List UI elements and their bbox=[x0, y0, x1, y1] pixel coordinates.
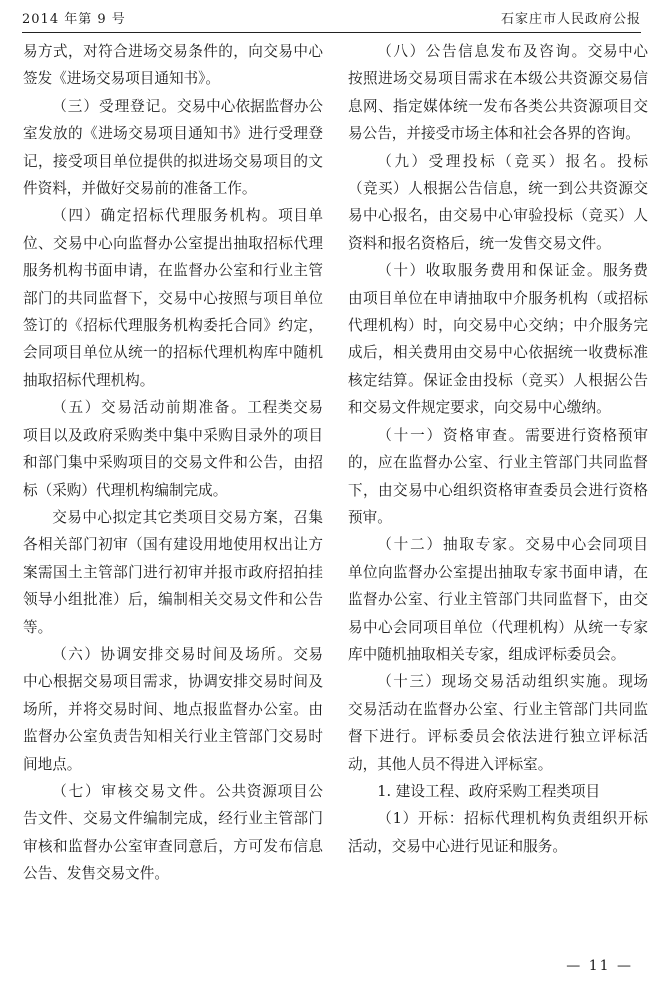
paragraph bbox=[348, 148, 648, 258]
section-heading: （八）公告信息发布及咨询。 bbox=[377, 43, 588, 60]
paragraph bbox=[23, 504, 323, 641]
paragraph-text: 现场交易活动在监督办公室、行业主管部门共同监督下进行。评标委员会依法进行独立评标活动，其他人员不得进入评标室。 bbox=[348, 673, 648, 773]
paragraph bbox=[23, 38, 323, 93]
issue-label: 2014 年第 9 号 bbox=[22, 12, 126, 27]
section-heading: （四）确定招标代理服务机构。 bbox=[52, 207, 279, 225]
paragraph-text: 交易中心按照进场交易项目需求在本级公共资源交易信息网、指定媒体统一发布各类公共资源项目交易公告，并接受市场主体和社会各界的咨询。 bbox=[348, 43, 648, 143]
section-heading: （十三）现场交易活动组织实施。 bbox=[377, 673, 619, 691]
paragraph bbox=[348, 422, 648, 532]
paragraph-text: 需要进行资格预审的，应在监督办公室、行业主管部门共同监督下，由交易中心组织资格审查委员会进行资格预审。 bbox=[348, 426, 648, 526]
page-number: — 11 — bbox=[566, 958, 633, 974]
paragraph-text: 服务费由项目单位在申请抽取中介服务机构（或招标代理机构）时，向交易中心交纳；中介服务完成后，相关费用由交易中心依据统一收费标准核定结算。保证金由投标（竞买）人根据公告和交易文件规定要求，向交易中心缴纳。 bbox=[348, 262, 648, 417]
paragraph bbox=[23, 641, 323, 778]
paragraph-text: 工程类交易项目以及政府采购类中集中采购目录外的项目和部门集中采购项目的交易文件和公告，由招标（采购）代理机构编制完成。 bbox=[23, 399, 323, 499]
paragraph-text: 交易中心依据监督办公室发放的《进场交易项目通知书》进行受理登记，接受项目单位提供的拟进场交易项目的文件资料，并做好交易前的准备工作。 bbox=[23, 97, 323, 198]
section-heading: （十二）抽取专家。 bbox=[377, 536, 526, 554]
page-header bbox=[22, 8, 641, 33]
paragraph bbox=[23, 93, 323, 203]
paragraph-text: 投标（竞买）人根据公告信息，统一到公共资源交易中心报名，由交易中心审验投标（竞买）人资料和报名资格后，统一发售交易文件。 bbox=[348, 152, 648, 252]
paragraph-text: 易方式，对符合进场交易条件的，向交易中心签发《进场交易项目通知书》。 bbox=[23, 43, 323, 88]
section-heading: （十一）资格审查。 bbox=[377, 426, 526, 444]
paragraph bbox=[348, 257, 648, 421]
publication-title: 石家庄市人民政府公报 bbox=[500, 12, 641, 27]
paragraph bbox=[23, 202, 323, 394]
paragraph-text: 交易中心会同项目单位向监督办公室提出抽取专家书面申请，在监督办公室、行业主管部门共同监督下，由交易中心会同项目单位（代理机构）从统一专家库中随机抽取相关专家，组成评标委员会。 bbox=[348, 536, 648, 663]
paragraph bbox=[23, 778, 323, 888]
paragraph bbox=[348, 531, 648, 668]
section-heading: （六）协调安排交易时间及场所。 bbox=[52, 645, 294, 663]
section-heading: （三）受理登记。 bbox=[52, 97, 177, 115]
left-column bbox=[23, 38, 323, 888]
paragraph bbox=[348, 778, 648, 805]
paragraph bbox=[348, 38, 648, 148]
paragraph-text: 交易中心拟定其它类项目交易方案，召集各相关部门初审（国有建设用地使用权出让方案需国土主管部门进行初审并报市政府招拍挂领导小组批准）后，编制相关交易文件和公告等。 bbox=[23, 508, 323, 636]
paragraph-text: （1）开标：招标代理机构负责组织开标活动，交易中心进行见证和服务。 bbox=[348, 810, 648, 855]
paragraph-text: 项目单位、交易中心向监督办公室提出抽取招标代理服务机构书面申请，在监督办公室和行业主管部门的共同监督下，交易中心按照与项目单位签订的《招标代理服务机构委托合同》约定，会同项目单位从统一的招标代理机构库中随机抽取招标代理机构。 bbox=[23, 207, 323, 389]
paragraph bbox=[23, 394, 323, 504]
paragraph-text: 公共资源项目公告文件、交易文件编制完成，经行业主管部门审核和监督办公室审查同意后，方可发布信息公告、发售交易文件。 bbox=[23, 782, 323, 883]
section-heading: （九）受理投标（竞买）报名。 bbox=[377, 152, 618, 170]
section-heading: （五）交易活动前期准备。 bbox=[52, 399, 248, 417]
paragraph bbox=[348, 805, 648, 860]
paragraph bbox=[348, 668, 648, 778]
right-column bbox=[348, 38, 648, 860]
section-heading: （十）收取服务费用和保证金。 bbox=[377, 262, 604, 280]
paragraph-text: 交易中心根据交易项目需求，协调安排交易时间及场所，并将交易时间、地点报监督办公室。由监督办公室负责告知相关行业主管部门交易时间地点。 bbox=[23, 645, 323, 773]
section-heading: （七）审核交易文件。 bbox=[52, 782, 217, 800]
paragraph-text: 1. 建设工程、政府采购工程类项目 bbox=[377, 782, 601, 800]
